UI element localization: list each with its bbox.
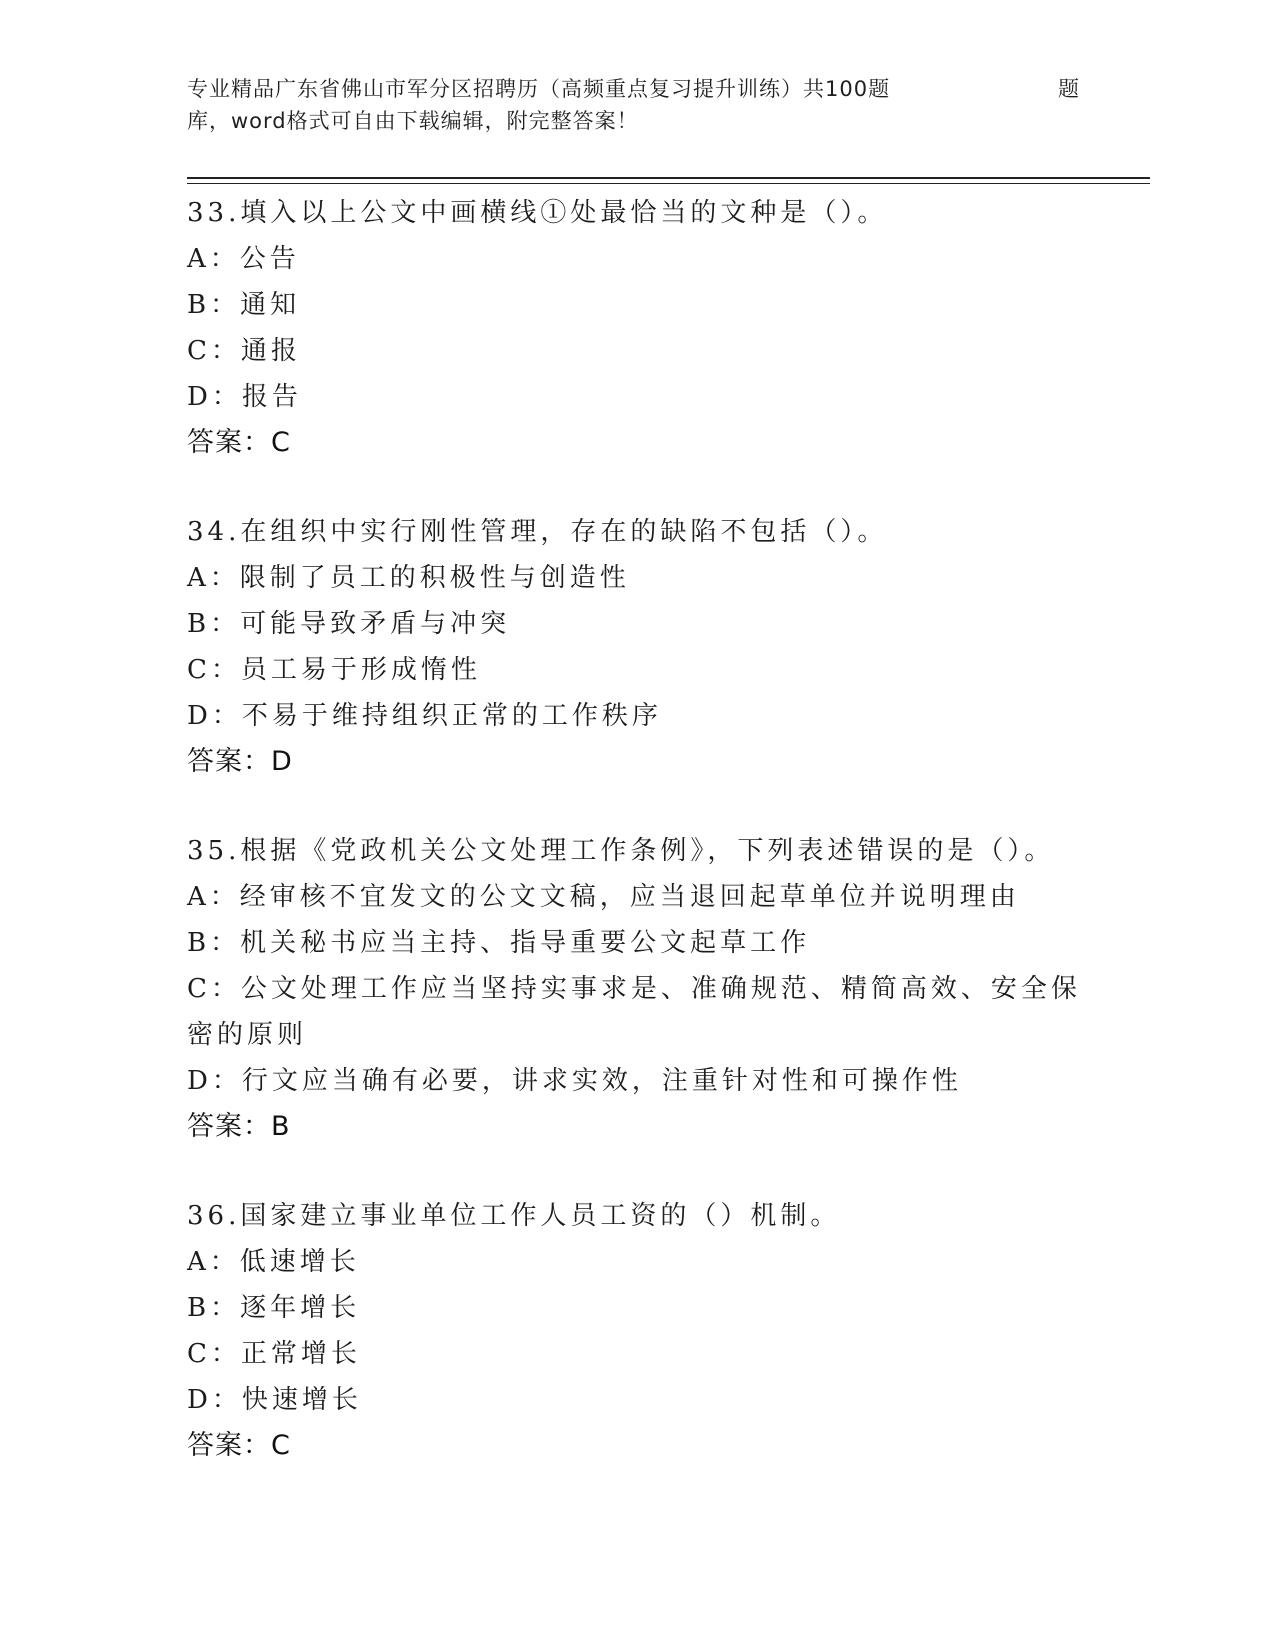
option-a: A：公告: [187, 244, 300, 274]
document-header: [187, 73, 1087, 137]
header-title-tail: 题: [1058, 77, 1080, 101]
header-line-1: [187, 73, 1080, 105]
option-b: B：逐年增长: [187, 1293, 361, 1323]
option-a: A：经审核不宜发文的公文文稿，应当退回起草单位并说明理由: [187, 882, 1020, 912]
option-b: B：机关秘书应当主持、指导重要公文起草工作: [187, 928, 811, 958]
option-b: B：通知: [187, 290, 301, 320]
spacer: [187, 785, 1087, 828]
header-divider-thick: [187, 177, 1150, 179]
header-divider-thin: [187, 183, 1150, 184]
option-d: D：不易于维持组织正常的工作秩序: [187, 701, 662, 731]
option-c: C：员工易于形成惰性: [187, 655, 481, 685]
answer: 答案：D: [187, 746, 293, 777]
question-35: [187, 828, 1087, 1150]
answer: 答案：C: [187, 1430, 291, 1461]
option-c: C：正常增长: [187, 1339, 361, 1369]
option-d: D：报告: [187, 382, 302, 412]
spacer: [187, 466, 1087, 509]
spacer: [187, 1150, 1087, 1193]
header-line-2: 库，word格式可自由下载编辑，附完整答案！: [187, 109, 639, 133]
question-34: [187, 509, 1087, 785]
option-a: A：低速增长: [187, 1247, 360, 1277]
question-stem: 34.在组织中实行刚性管理，存在的缺陷不包括（）。: [187, 517, 888, 547]
header-title: 专业精品广东省佛山市军分区招聘历（高频重点复习提升训练）共100题: [187, 77, 891, 101]
question-33: [187, 190, 1087, 466]
option-d: D：快速增长: [187, 1385, 362, 1415]
question-stem: 33.填入以上公文中画横线①处最恰当的文种是（）。: [187, 198, 888, 228]
question-stem: 35.根据《党政机关公文处理工作条例》，下列表述错误的是（）。: [187, 836, 1055, 866]
option-d: D：行文应当确有必要，讲求实效，注重针对性和可操作性: [187, 1066, 962, 1096]
option-a: A：限制了员工的积极性与创造性: [187, 563, 630, 593]
question-stem: 36.国家建立事业单位工作人员工资的（）机制。: [187, 1201, 841, 1231]
answer: 答案：C: [187, 427, 291, 458]
answer: 答案：B: [187, 1111, 291, 1142]
question-36: [187, 1193, 1087, 1469]
option-c: C：公文处理工作应当坚持实事求是、准确规范、精简高效、安全保密的原则: [187, 974, 1081, 1050]
option-c: C：通报: [187, 336, 301, 366]
option-b: B：可能导致矛盾与冲突: [187, 609, 511, 639]
question-list: [187, 190, 1087, 1469]
